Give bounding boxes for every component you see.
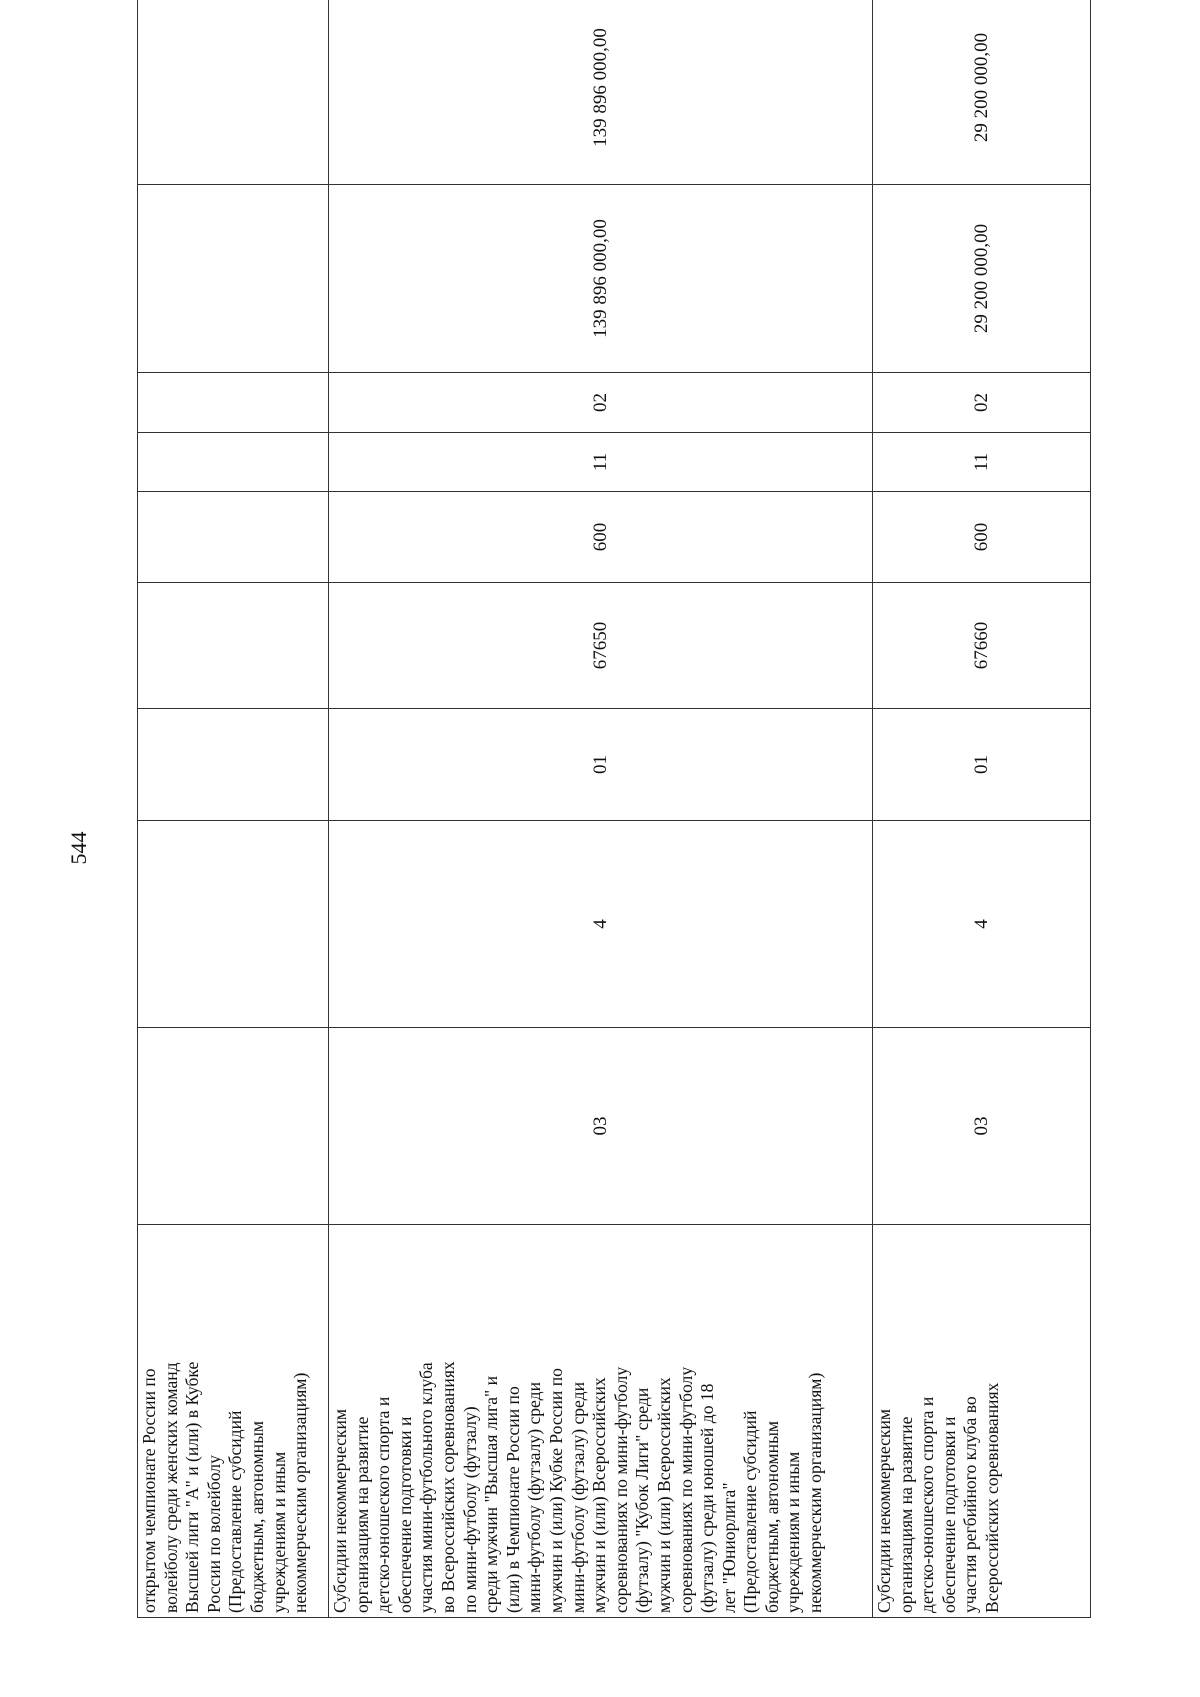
description-line: мужчин и (или) Кубке России по [545, 1368, 566, 1613]
amount-2: 29 200 000,00 [873, 0, 1091, 185]
code-col-4: 67650 [329, 583, 873, 709]
code-col-3 [138, 709, 329, 821]
code-col-5 [138, 492, 329, 583]
description-line: Субсидии некоммерческим [330, 1409, 350, 1613]
table-row [329, 0, 873, 1618]
description-line: участия мини-футбольного клуба [416, 1362, 437, 1613]
description-line: учреждениям и иным [268, 1451, 289, 1613]
code-col-2: 4 [873, 821, 1091, 1028]
description-line: участия регбийного клуба во [960, 1396, 981, 1613]
code-col-2: 4 [329, 821, 873, 1028]
amount-1 [138, 185, 329, 373]
description-line: некоммерческим организациям) [290, 1372, 311, 1613]
amount-1: 139 896 000,00 [329, 185, 873, 373]
description-line: Субсидии некоммерческим [874, 1409, 894, 1613]
description-line: (Предоставление субсидий [225, 1410, 246, 1613]
code-col-6: 11 [329, 433, 873, 492]
description-line: (или) в Чемпионате России по [502, 1386, 523, 1613]
code-col-3: 01 [873, 709, 1091, 821]
code-col-6 [138, 433, 329, 492]
description-line: соревнованиях по мини-футболу [610, 1366, 631, 1613]
code-col-1: 03 [873, 1028, 1091, 1225]
code-col-7: 02 [329, 373, 873, 433]
description-line: учреждениям и иным [783, 1451, 804, 1613]
amount-1: 29 200 000,00 [873, 185, 1091, 373]
row-description [873, 1225, 1091, 1618]
description-line: Высшей лиги "А" и (или) в Кубке [182, 1361, 203, 1613]
description-line: во Всероссийских соревнованиях [437, 1361, 458, 1613]
description-line: организациям на развитие [351, 1416, 372, 1613]
amount-2 [138, 0, 329, 185]
description-line: лет "Юниорлига" [718, 1482, 739, 1613]
description-line: мини-футболу (футзалу) среди [524, 1382, 545, 1613]
description-line: среди мужчин "Высшая лига" и [481, 1375, 502, 1613]
description-line: соревнованиях по мини-футболу [675, 1366, 696, 1613]
code-col-5: 600 [329, 492, 873, 583]
description-line: волейболу среди женских команд [160, 1362, 181, 1613]
row-description [329, 1225, 873, 1618]
description-line: мужчин и (или) Всероссийских [653, 1377, 674, 1613]
description-line: по мини-футболу (футзалу) [459, 1406, 480, 1613]
code-col-7: 02 [873, 373, 1091, 433]
page-number: 544 [66, 831, 91, 865]
description-line: организациям на развитие [895, 1416, 916, 1613]
code-col-6: 11 [873, 433, 1091, 492]
description-line: бюджетным, автономным [761, 1420, 782, 1613]
description-line: обеспечение подготовки и [938, 1416, 959, 1613]
code-col-2 [138, 821, 329, 1028]
code-col-7 [138, 373, 329, 433]
description-line: некоммерческим организациям) [805, 1372, 826, 1613]
description-line: (футзалу) "Кубок Лиги" среди [632, 1387, 653, 1613]
table-row [873, 0, 1091, 1618]
description-line: России по волейболу [203, 1455, 224, 1613]
budget-table [137, 0, 1091, 1618]
budget-table-rotated [137, 28, 1090, 1618]
code-col-3: 01 [329, 709, 873, 821]
table-row [138, 0, 329, 1618]
code-col-5: 600 [873, 492, 1091, 583]
row-description [138, 1225, 329, 1618]
description-line: бюджетным, автономным [246, 1420, 267, 1613]
description-line: обеспечение подготовки и [394, 1416, 415, 1613]
description-line: открытом чемпионате России по [139, 1368, 159, 1613]
description-line: детско-юношеского спорта и [373, 1396, 394, 1613]
description-line: детско-юношеского спорта и [917, 1396, 938, 1613]
description-line: (Предоставление субсидий [740, 1410, 761, 1613]
description-line: мужчин и (или) Всероссийских [589, 1377, 610, 1613]
code-col-1 [138, 1028, 329, 1225]
description-line: (футзалу) среди юношей до 18 [697, 1383, 718, 1613]
code-col-1: 03 [329, 1028, 873, 1225]
amount-2: 139 896 000,00 [329, 0, 873, 185]
description-line: Всероссийских соревнованиях [981, 1382, 1002, 1613]
code-col-4: 67660 [873, 583, 1091, 709]
description-line: мини-футболу (футзалу) среди [567, 1382, 588, 1613]
code-col-4 [138, 583, 329, 709]
